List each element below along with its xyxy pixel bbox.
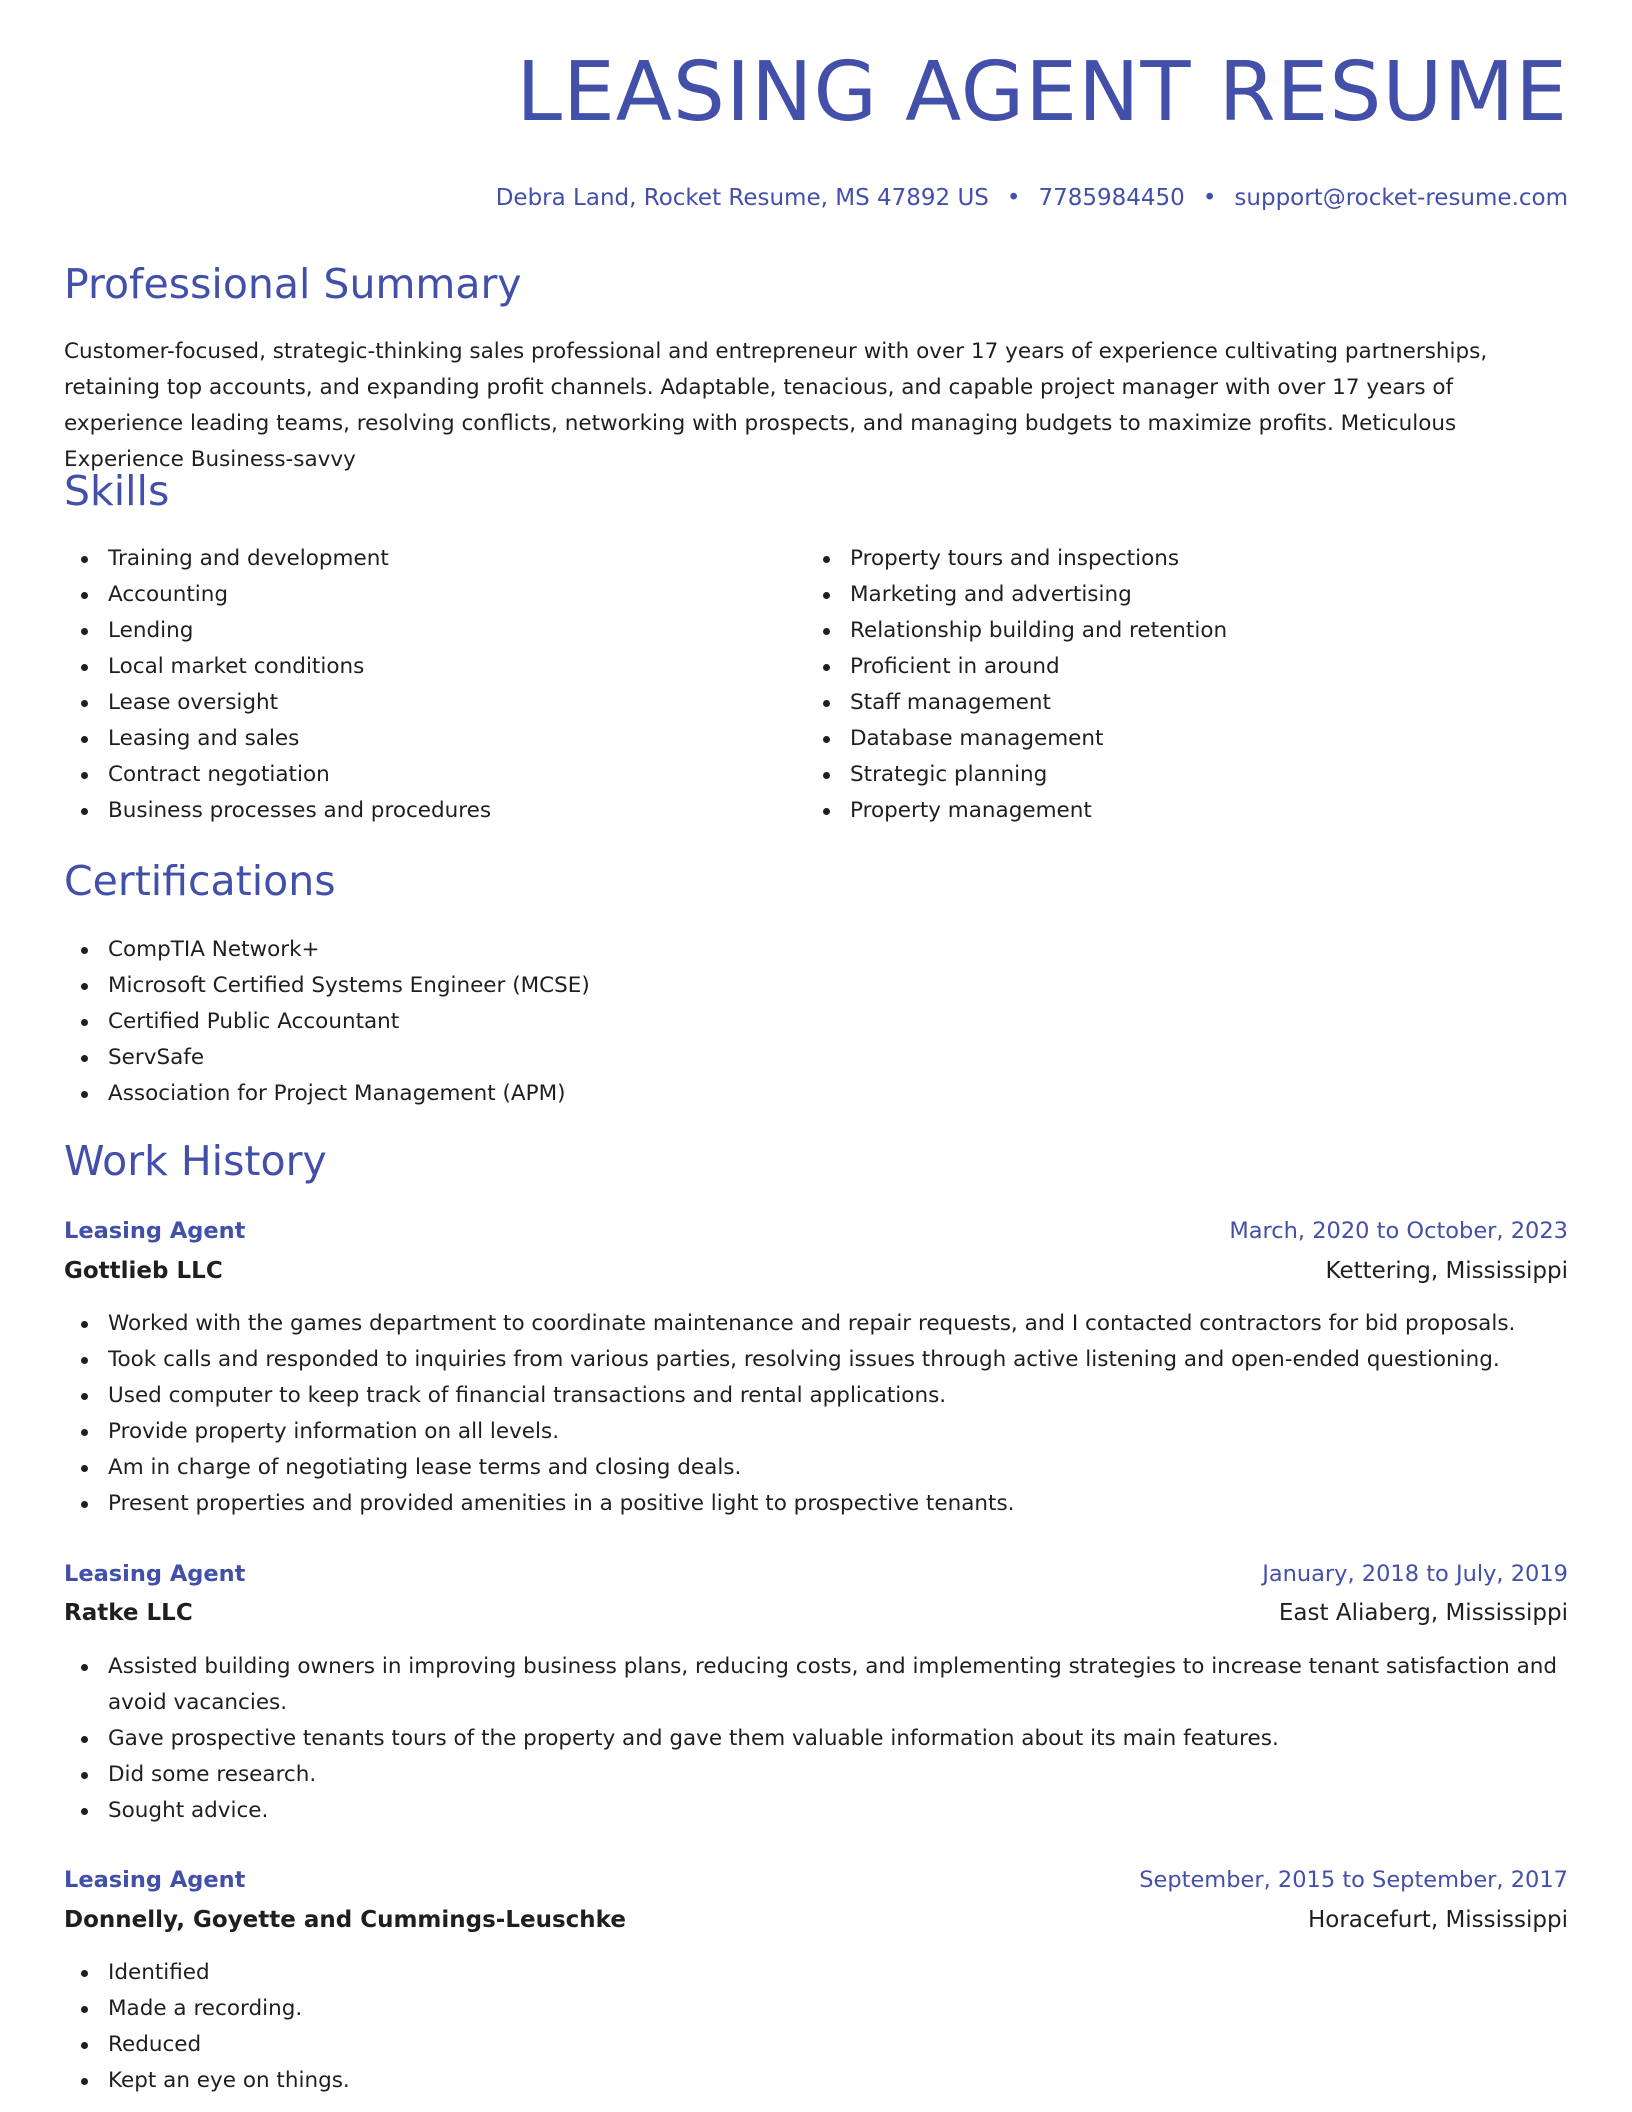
job-dates: January, 2018 to July, 2019: [1262, 1561, 1568, 1587]
skill-item: Accounting: [64, 577, 764, 613]
skill-item: Contract negotiation: [64, 757, 764, 793]
job-company: Donnelly, Goyette and Cummings-Leuschke: [64, 1907, 626, 1933]
resume-title: LEASING AGENT RESUME: [516, 45, 1568, 140]
skill-item: Training and development: [64, 541, 764, 577]
job-dates: March, 2020 to October, 2023: [1229, 1218, 1568, 1244]
contact-phone: 7785984450: [1038, 185, 1185, 211]
skill-item: Property management: [806, 793, 1506, 829]
job-company: Gottlieb LLC: [64, 1258, 223, 1284]
skill-item: Local market conditions: [64, 649, 764, 685]
job-bullet: Present properties and provided amenities in a positive light to prospective tenants.: [64, 1486, 1568, 1522]
job-title: Leasing Agent: [64, 1867, 246, 1893]
certification-item: Association for Project Management (APM): [64, 1076, 1568, 1112]
job-bullet: Sought advice.: [64, 1793, 1568, 1829]
job-location: Horacefurt, Mississippi: [1307, 1907, 1568, 1933]
job-bullet: Reduced: [64, 2027, 1568, 2063]
job-bullets: [64, 1306, 1568, 1522]
contact-line: [496, 183, 1568, 213]
job-location: Kettering, Mississippi: [1325, 1258, 1568, 1284]
skills-list-left: [64, 541, 764, 829]
job-location: East Aliaberg, Mississippi: [1278, 1600, 1568, 1626]
skill-item: Relationship building and retention: [806, 613, 1506, 649]
certification-item: Microsoft Certified Systems Engineer (MCSE): [64, 968, 1568, 1004]
job-company: Ratke LLC: [64, 1600, 193, 1626]
certification-item: ServSafe: [64, 1040, 1568, 1076]
skill-item: Strategic planning: [806, 757, 1506, 793]
job-bullets: [64, 1649, 1568, 1829]
contact-separator: •: [1006, 185, 1021, 211]
work-history-heading: Work History: [64, 1137, 327, 1185]
skill-item: Proficient in around: [806, 649, 1506, 685]
job-bullet: Kept an eye on things.: [64, 2063, 1568, 2099]
job-bullet: Gave prospective tenants tours of the property and gave them valuable information about its main features.: [64, 1721, 1568, 1757]
job-bullet: Did some research.: [64, 1757, 1568, 1793]
skill-item: Business processes and procedures: [64, 793, 764, 829]
job-dates: September, 2015 to September, 2017: [1139, 1867, 1568, 1893]
job-bullet: Assisted building owners in improving business plans, reducing costs, and implementing strategies to increase tenant satisfaction and avoid vacancies.: [64, 1649, 1568, 1721]
job-title: Leasing Agent: [64, 1218, 246, 1244]
skill-item: Property tours and inspections: [806, 541, 1506, 577]
skill-item: Leasing and sales: [64, 721, 764, 757]
skills-heading: Skills: [64, 467, 170, 515]
certification-item: Certified Public Accountant: [64, 1004, 1568, 1040]
job-bullet: Am in charge of negotiating lease terms and closing deals.: [64, 1450, 1568, 1486]
job-title: Leasing Agent: [64, 1561, 246, 1587]
skill-item: Lease oversight: [64, 685, 764, 721]
job-bullet: Identified: [64, 1955, 1568, 1991]
summary-text: Customer-focused, strategic-thinking sales professional and entrepreneur with over 17 years of experience cultivating partnerships, retaining top accounts, and expanding profit channels. Adaptable, tenacious, and capable project manager with over 17 years of experience leading teams, resolving conflicts, networking with prospects, and managing budgets to maximize profits. Meticulous Experience Business-savvy: [64, 339, 1488, 472]
skill-item: Lending: [64, 613, 764, 649]
job-bullet: Used computer to keep track of financial transactions and rental applications.: [64, 1378, 1568, 1414]
job-bullet: Took calls and responded to inquiries from various parties, resolving issues through active listening and open-ended questioning.: [64, 1342, 1568, 1378]
certifications-heading: Certifications: [64, 857, 336, 905]
job-bullet: Made a recording.: [64, 1991, 1568, 2027]
skill-item: Marketing and advertising: [806, 577, 1506, 613]
certifications-list: [64, 932, 1568, 1112]
job-bullets: [64, 1955, 1568, 2099]
skill-item: Staff management: [806, 685, 1506, 721]
job-bullet: Worked with the games department to coordinate maintenance and repair requests, and I contacted contractors for bid proposals.: [64, 1306, 1568, 1342]
skill-item: Database management: [806, 721, 1506, 757]
skills-list-right: [806, 541, 1506, 829]
contact-separator: •: [1202, 185, 1217, 211]
certification-item: CompTIA Network+: [64, 932, 1568, 968]
job-bullet: Provide property information on all levels.: [64, 1414, 1568, 1450]
contact-email: support@rocket-resume.com: [1234, 185, 1568, 211]
summary-heading: Professional Summary: [64, 260, 522, 308]
contact-address: Debra Land, Rocket Resume, MS 47892 US: [495, 185, 989, 211]
